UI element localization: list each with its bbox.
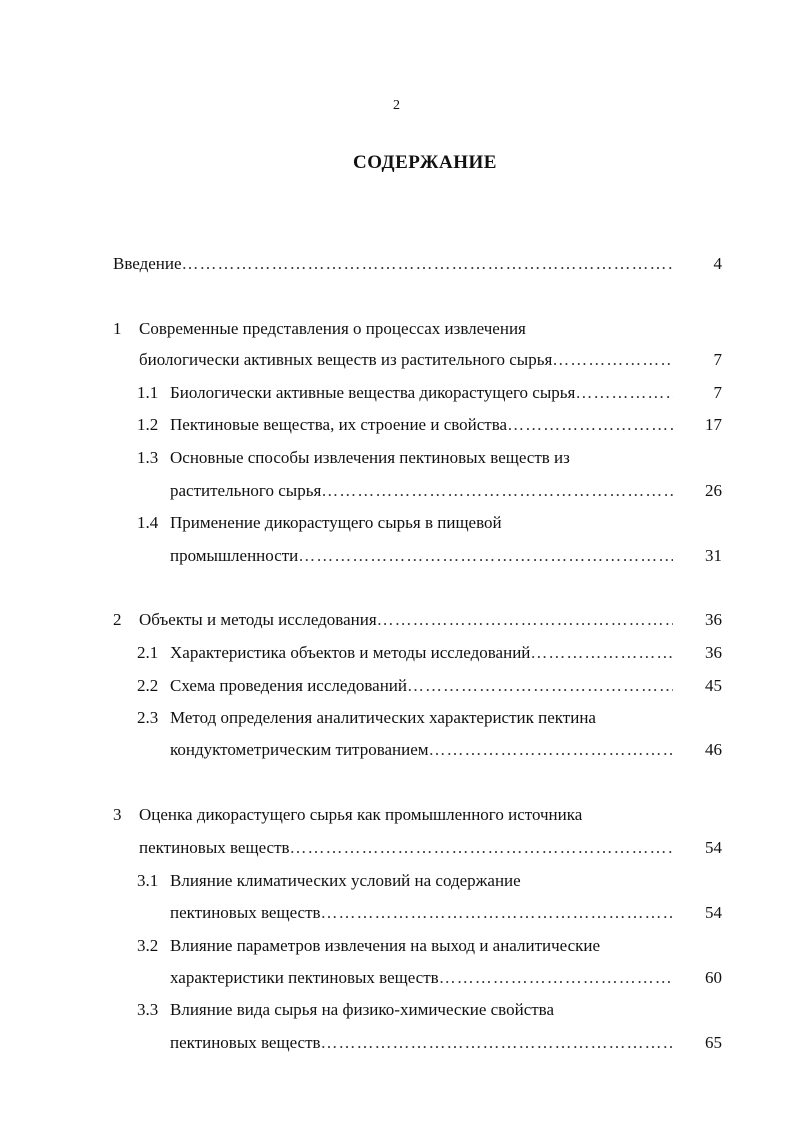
section-title-text: промышленности: [170, 546, 299, 565]
toc-page-number: 45: [705, 676, 722, 695]
chapter-num: 1: [113, 319, 122, 338]
section-num: 1.3: [137, 448, 159, 467]
dot-leader: [321, 1031, 673, 1055]
toc-section-number: [137, 446, 167, 470]
section-title-text: характеристики пектиновых веществ: [170, 968, 439, 987]
toc-section-number: [137, 381, 167, 405]
toc-entry-text: Введение: [113, 254, 182, 273]
toc-page-number: 7: [713, 383, 722, 402]
toc-section-title: [170, 641, 673, 665]
toc-section-title-line1: [170, 998, 690, 1022]
toc-entry-intro: [113, 252, 673, 276]
toc-page-number: 36: [705, 610, 722, 629]
toc-section-title-line2: [170, 544, 673, 568]
toc-section-title-line2: [170, 901, 673, 925]
chapter-title-text: Оценка дикорастущего сырья как промышленного источника: [139, 805, 583, 824]
toc-section-number: [137, 674, 167, 698]
section-title-text: Влияние параметров извлечения на выход и аналитические: [170, 936, 601, 955]
toc-section-number: [137, 706, 167, 730]
chapter-num: 3: [113, 805, 122, 824]
toc-section-title-line2: [170, 966, 673, 990]
toc-chapter-number: [113, 317, 133, 341]
section-num: 3.1: [137, 871, 159, 890]
chapter-title-text: Современные представления о процессах извлечения: [139, 319, 526, 338]
toc-section-number: [137, 641, 167, 665]
dot-leader: [321, 901, 673, 925]
section-num: 2.3: [137, 708, 159, 727]
toc-section-title: [170, 674, 673, 698]
section-num: 3.3: [137, 1000, 159, 1019]
chapter-num: 2: [113, 610, 122, 629]
toc-section-title-line1: [170, 446, 690, 470]
dot-leader: [439, 966, 673, 990]
dot-leader: [407, 674, 673, 698]
toc-section-title-line2: [170, 738, 673, 762]
toc-page-number: 60: [705, 968, 722, 987]
toc-section-title: [170, 413, 673, 437]
toc-chapter-title-line1: [139, 317, 679, 341]
section-title-text: пектиновых веществ: [170, 1033, 321, 1052]
chapter-title-text: биологически активных веществ из растительного сырья: [139, 350, 553, 369]
chapter-title-text: пектиновых веществ: [139, 838, 290, 857]
section-title-text: Основные способы извлечения пектиновых веществ из: [170, 448, 570, 467]
section-title-text: Метод определения аналитических характеристик пектина: [170, 708, 596, 727]
toc-page-number: 26: [705, 481, 722, 500]
dot-leader: [182, 252, 673, 276]
toc-section-title-line1: [170, 511, 690, 535]
dot-leader: [552, 348, 673, 372]
dot-leader: [429, 738, 673, 762]
toc-page-number: 46: [705, 740, 722, 759]
page-title: СОДЕРЖАНИЕ: [353, 152, 497, 173]
section-title-text: Схема проведения исследований: [170, 676, 407, 695]
dot-leader: [321, 479, 673, 503]
section-title-text: Пектиновые вещества, их строение и свойства: [170, 415, 508, 434]
toc-chapter-title: [139, 608, 673, 632]
toc-chapter-title-line2: [139, 348, 673, 372]
toc-chapter-number: [113, 803, 133, 827]
section-num: 1.4: [137, 513, 159, 532]
dot-leader: [290, 836, 673, 860]
dot-leader: [530, 641, 673, 665]
section-num: 1.2: [137, 415, 159, 434]
toc-section-number: [137, 998, 167, 1022]
toc-section-title-line1: [170, 706, 710, 730]
section-num: 2.2: [137, 676, 159, 695]
toc-section-title: [170, 381, 673, 405]
section-title-text: растительного сырья: [170, 481, 322, 500]
section-num: 1.1: [137, 383, 159, 402]
toc-chapter-title-line1: [139, 803, 699, 827]
toc-section-title-line1: [170, 934, 710, 958]
dot-leader: [507, 413, 673, 437]
toc-section-number: [137, 934, 167, 958]
dot-leader: [298, 544, 673, 568]
toc-page-number: 4: [713, 254, 722, 273]
toc-section-title-line2: [170, 1031, 673, 1055]
toc-section-title-line1: [170, 869, 690, 893]
section-title-text: кондуктометрическим титрованием: [170, 740, 429, 759]
dot-leader: [575, 381, 673, 405]
toc-page-number: 17: [705, 415, 722, 434]
toc-page-number: 54: [705, 838, 722, 857]
section-title-text: Применение дикорастущего сырья в пищевой: [170, 513, 502, 532]
section-num: 2.1: [137, 643, 159, 662]
section-title-text: Влияние вида сырья на физико-химические свойства: [170, 1000, 555, 1019]
toc-section-number: [137, 511, 167, 535]
section-title-text: Характеристика объектов и методы исследований: [170, 643, 531, 662]
toc-chapter-title-line2: [139, 836, 673, 860]
section-title-text: пектиновых веществ: [170, 903, 321, 922]
toc-section-number: [137, 869, 167, 893]
section-num: 3.2: [137, 936, 159, 955]
toc-chapter-number: [113, 608, 133, 632]
toc-page-number: 36: [705, 643, 722, 662]
toc-page-number: 54: [705, 903, 722, 922]
toc-page-number: 31: [705, 546, 722, 565]
dot-leader: [377, 608, 673, 632]
toc-section-number: [137, 413, 167, 437]
toc-page-number: 65: [705, 1033, 722, 1052]
toc-page-number: 7: [713, 350, 722, 369]
toc-section-title-line2: [170, 479, 673, 503]
section-title-text: Биологически активные вещества дикорастущего сырья: [170, 383, 576, 402]
page-number: 2: [393, 98, 400, 113]
chapter-title-text: Объекты и методы исследования: [139, 610, 377, 629]
section-title-text: Влияние климатических условий на содержание: [170, 871, 521, 890]
